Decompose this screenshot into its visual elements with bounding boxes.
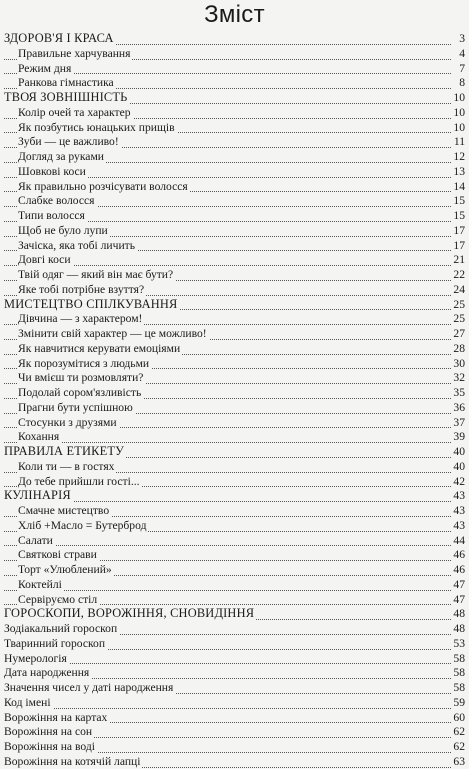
toc-entry: [4, 75, 465, 90]
toc-page-number: 58: [453, 666, 465, 680]
toc-entry: [4, 429, 465, 444]
toc-entry: [4, 754, 465, 769]
toc-entry-title: Довгі коси: [18, 253, 71, 267]
toc-entry: [4, 577, 465, 592]
toc-page-number: 21: [453, 253, 465, 267]
toc-entry-title: Щоб не було лупи: [18, 223, 108, 237]
toc-entry-title: Яке тобі потрібне взуття?: [18, 282, 145, 296]
toc-entry: [4, 223, 465, 238]
toc-entry: [4, 665, 465, 680]
toc-section-entry: [4, 31, 465, 46]
toc-section-entry: [4, 90, 465, 105]
toc-entry: [4, 695, 465, 710]
toc-entry-title: Дівчина — з характером!: [18, 312, 143, 326]
toc-entry-title: Ворожіння на котячій лапці: [4, 754, 141, 768]
toc-entry: [4, 400, 465, 415]
toc-entry-title: Код імені: [4, 695, 51, 709]
toc-page-number: 32: [453, 371, 465, 385]
toc-page-number: 36: [453, 400, 465, 414]
toc-entry-title: Коли ти — в гостях: [18, 459, 115, 473]
toc-entry: [4, 621, 465, 636]
toc-entry: [4, 710, 465, 725]
table-of-contents: [4, 31, 465, 769]
toc-entry: [4, 208, 465, 223]
toc-page-number: 48: [453, 622, 465, 635]
toc-entry-title: Кохання: [18, 430, 60, 444]
toc-entry: [4, 592, 465, 607]
toc-page-number: 25: [453, 297, 465, 311]
toc-page-number: 8: [459, 76, 465, 90]
toc-entry-title: Як порозумітися з людьми: [18, 356, 150, 370]
toc-page-number: 58: [453, 651, 465, 665]
toc-entry: [4, 252, 465, 267]
toc-entry-title: Слабке волосся: [18, 194, 95, 208]
toc-entry-title: Ворожіння на сон: [4, 725, 93, 739]
toc-entry-title: Зуби — це важливо!: [18, 135, 119, 149]
toc-page-number: 17: [453, 223, 465, 237]
toc-page-number: 13: [453, 164, 465, 178]
toc-section-entry: [4, 606, 465, 621]
toc-page-number: 10: [453, 91, 465, 104]
toc-section-entry: [4, 444, 465, 459]
toc-entry-title: Режим дня: [18, 61, 72, 75]
toc-entry: [4, 562, 465, 577]
toc-page-number: 63: [453, 754, 465, 768]
toc-entry-title: Шовкові коси: [18, 164, 86, 178]
toc-page-number: 3: [459, 32, 465, 45]
toc-page-number: 15: [453, 209, 465, 222]
page-title: Зміст: [204, 1, 265, 28]
toc-entry: [4, 636, 465, 651]
dot-leader: [4, 545, 451, 546]
toc-entry: [4, 370, 465, 385]
toc-page-number: 10: [453, 120, 465, 134]
toc-entry-title: Чи вмієш ти розмовляти?: [18, 371, 144, 385]
toc-entry: [4, 356, 465, 371]
toc-entry-title: Зачіска, яка тобі личить: [18, 238, 136, 252]
toc-page-number: 15: [453, 194, 465, 208]
toc-entry: [4, 533, 465, 548]
toc-page-number: 28: [453, 341, 465, 355]
toc-entry: [4, 680, 465, 695]
toc-page-number: 62: [453, 740, 465, 753]
toc-entry: [4, 651, 465, 666]
toc-entry: [4, 518, 465, 533]
toc-entry-title: Значення чисел у даті народження: [4, 681, 174, 694]
toc-entry-title: МИСТЕЦТВО СПІЛКУВАННЯ: [4, 296, 178, 311]
dot-leader: [4, 663, 451, 664]
toc-entry-title: Стосунки з друзями: [18, 415, 117, 429]
toc-entry: [4, 459, 465, 474]
toc-entry: [4, 282, 465, 297]
toc-page-number: 58: [453, 681, 465, 694]
toc-page-number: 7: [459, 61, 465, 75]
toc-page-number: 14: [453, 179, 465, 193]
toc-page-number: 12: [453, 150, 465, 163]
toc-entry: [4, 503, 465, 518]
toc-page-number: 4: [459, 46, 465, 60]
toc-entry-title: Ранкова гімнастика: [18, 76, 114, 90]
toc-page-number: 59: [453, 695, 465, 709]
toc-entry-title: Змінити свій характер — це можливо!: [18, 327, 207, 340]
toc-entry-title: Правильне харчування: [18, 46, 131, 60]
toc-page-number: 43: [453, 489, 465, 503]
toc-entry: [4, 134, 465, 149]
toc-entry-title: ТВОЯ ЗОВНІШНІСТЬ: [4, 90, 128, 104]
toc-entry: [4, 193, 465, 208]
toc-page-number: 47: [453, 592, 465, 606]
toc-page-number: 22: [453, 268, 465, 281]
toc-entry-title: Ворожіння на воді: [4, 740, 95, 753]
toc-entry: [4, 739, 465, 754]
toc-page-number: 60: [453, 710, 465, 724]
toc-section-entry: [4, 297, 465, 312]
toc-entry-title: Тваринний гороскоп: [4, 636, 106, 650]
toc-entry-title: Дата народження: [4, 666, 90, 680]
toc-entry-title: Нумерологія: [4, 651, 67, 665]
toc-page-number: 24: [453, 282, 465, 296]
toc-entry: [4, 179, 465, 194]
toc-entry: [4, 164, 465, 179]
toc-entry: [4, 61, 465, 76]
toc-page-number: 62: [453, 725, 465, 739]
toc-entry-title: Твій одяг — який він має бути?: [18, 268, 174, 281]
toc-entry: [4, 46, 465, 61]
dot-leader: [4, 590, 451, 591]
toc-entry-title: Торт «Улюблений»: [18, 563, 112, 576]
toc-entry-title: ПРАВИЛА ЕТИКЕТУ: [4, 444, 125, 458]
toc-entry-title: Як правильно розчісувати волосся: [18, 179, 188, 193]
toc-entry-title: Як навчитися керувати емоціями: [18, 341, 181, 355]
toc-page-number: 43: [453, 504, 465, 517]
toc-entry: [4, 149, 465, 164]
toc-entry: [4, 341, 465, 356]
toc-entry-title: Типи волосся: [18, 209, 85, 222]
toc-entry: [4, 385, 465, 400]
toc-entry-title: ГОРОСКОПИ, ВОРОЖІННЯ, СНОВИДІННЯ: [4, 606, 255, 621]
dot-leader: [4, 442, 451, 443]
toc-entry: [4, 724, 465, 739]
toc-entry-title: Догляд за руками: [18, 150, 104, 163]
toc-entry-title: Салати: [18, 533, 53, 547]
toc-entry: [4, 326, 465, 341]
toc-page-number: 40: [453, 445, 465, 458]
toc-page-number: 44: [453, 533, 465, 547]
toc-entry-title: КУЛІНАРІЯ: [4, 488, 71, 503]
toc-entry: [4, 415, 465, 430]
toc-entry-title: Святкові страви: [18, 548, 97, 562]
toc-page-number: 40: [453, 459, 465, 473]
toc-entry-title: Коктейлі: [18, 577, 62, 591]
toc-entry: [4, 311, 465, 326]
toc-entry-title: Сервіруємо стіл: [18, 592, 98, 606]
toc-page-number: 42: [453, 474, 465, 488]
toc-entry-title: ЗДОРОВ'Я І КРАСА: [4, 31, 114, 45]
toc-entry: [4, 474, 465, 489]
dot-leader: [4, 708, 451, 709]
toc-entry-title: Колір очей та характер: [18, 105, 131, 119]
toc-page-number: 35: [453, 386, 465, 399]
toc-page-number: 37: [453, 415, 465, 429]
toc-page-number: 27: [453, 327, 465, 340]
toc-entry-title: Як позбутись юнацьких прищів: [18, 120, 175, 134]
toc-entry: [4, 267, 465, 282]
toc-page-number: 48: [453, 607, 465, 621]
toc-entry-title: Зодіакальний гороскоп: [4, 622, 118, 635]
toc-page-number: 25: [453, 312, 465, 326]
toc-page-number: 46: [453, 563, 465, 576]
toc-entry-title: Подолай сором'язливість: [18, 386, 142, 399]
toc-page-number: 39: [453, 430, 465, 444]
toc-entry-title: Ворожіння на картах: [4, 710, 108, 724]
toc-page-number: 17: [453, 238, 465, 252]
toc-entry: [4, 120, 465, 135]
toc-entry: [4, 547, 465, 562]
toc-entry-title: Смачне мистецтво: [18, 504, 110, 517]
toc-page-number: 30: [453, 356, 465, 370]
toc-entry-title: До тебе прийшли гості...: [18, 474, 140, 488]
toc-page-number: 46: [453, 548, 465, 562]
toc-page-number: 43: [453, 518, 465, 532]
toc-entry: [4, 105, 465, 120]
toc-entry-title: Прагни бути успішною: [18, 400, 133, 414]
toc-page-number: 10: [453, 105, 465, 119]
toc-page-number: 47: [453, 577, 465, 591]
toc-page-number: 53: [453, 636, 465, 650]
toc-page-number: 11: [453, 135, 465, 149]
toc-section-entry: [4, 488, 465, 503]
toc-entry-title: Хліб +Масло = Бутерброд: [18, 518, 147, 532]
toc-entry: [4, 238, 465, 253]
